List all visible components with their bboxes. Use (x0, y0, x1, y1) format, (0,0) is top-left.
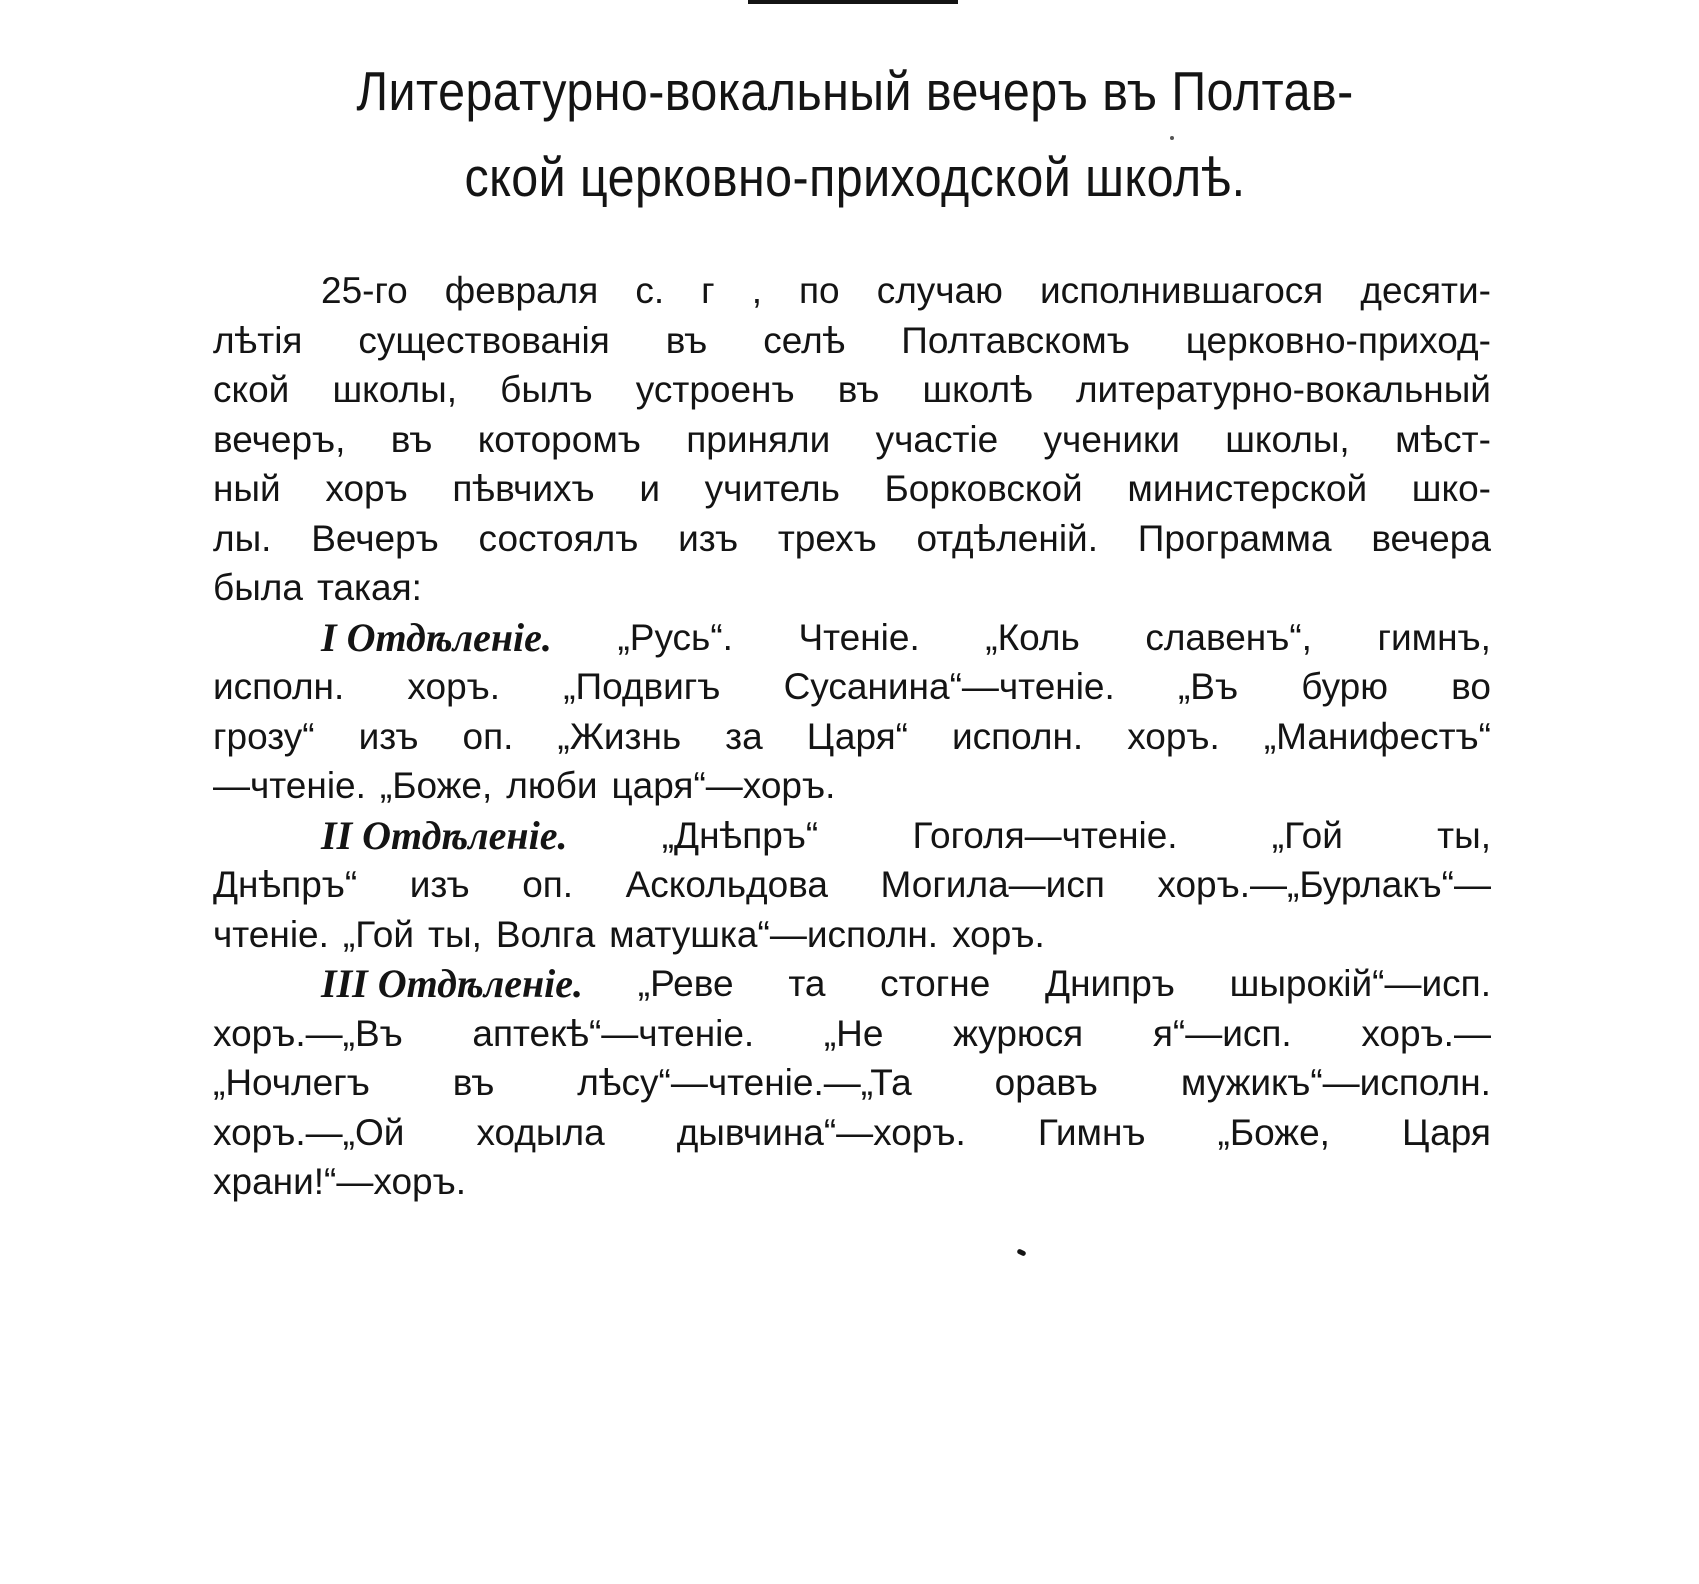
word: устроенъ (635, 369, 795, 410)
word: та (788, 963, 826, 1004)
word: 25-го (321, 270, 408, 311)
word: аптекѣ“—чтеніе. (472, 1012, 755, 1054)
word: существованія (358, 319, 610, 361)
word: школѣ (922, 369, 1033, 410)
word: пѣвчихъ (452, 468, 595, 509)
section-label: II Отдѣленіе. (321, 812, 568, 858)
word: изъ (678, 517, 739, 559)
word: во (1451, 666, 1491, 707)
word: ской (213, 369, 290, 410)
word: Аскольдова (625, 864, 828, 905)
word: г (701, 270, 715, 311)
word: „Ночлегъ (213, 1062, 370, 1103)
word: царя“—хоръ. (611, 765, 836, 806)
word: вечера (1371, 517, 1491, 559)
word: Вечеръ (311, 517, 439, 559)
word: Сусанина“—чтеніе. (783, 666, 1115, 707)
section-label: III Отдѣленіе. (321, 961, 584, 1006)
section-line (213, 1157, 1491, 1207)
word: за (725, 715, 763, 757)
word: „Не (823, 1012, 884, 1054)
word: Чтеніе. (798, 616, 920, 658)
word: исполн. (213, 666, 345, 707)
word: лѣтія (213, 319, 303, 361)
intro-line (213, 266, 1491, 316)
word: изъ (409, 864, 470, 905)
word: хоръ.— (1361, 1012, 1491, 1054)
word: оп. (462, 715, 514, 757)
word: я“—исп. (1152, 1012, 1292, 1054)
word: хоръ. (952, 913, 1045, 955)
intro-line (213, 365, 1491, 415)
word: „Гой (1271, 814, 1343, 856)
section-first-line (213, 959, 1491, 1009)
article-title (292, 48, 1418, 220)
word: „Коль (985, 616, 1080, 658)
section-line (213, 1108, 1491, 1158)
word: вечеръ, (213, 418, 346, 460)
section-line (213, 761, 1491, 811)
word: матушка“—исполн. (609, 913, 939, 955)
section-first-line (213, 613, 1491, 663)
word: ный (213, 468, 281, 509)
word: Гоголя—чтеніе. (912, 814, 1178, 856)
word: —чтеніе. (213, 765, 366, 806)
print-speck (1016, 1248, 1026, 1256)
word: Днѣпръ“ (213, 864, 358, 905)
title-line-1: Литературно-вокальный вечеръ въ Полтав- (356, 60, 1354, 122)
section-line (213, 712, 1491, 762)
word: была (213, 567, 303, 608)
word: исполнившагося (1039, 270, 1324, 311)
intro-line (213, 514, 1491, 564)
word: хоръ. (407, 666, 501, 707)
word: состоялъ (478, 517, 639, 559)
word: хоръ.—„Бурлакъ“— (1157, 864, 1491, 905)
word: бурю (1301, 666, 1388, 707)
word: Волга (495, 913, 596, 955)
word: которомъ (477, 418, 641, 460)
word: оп. (522, 864, 574, 905)
word: „Въ (1177, 666, 1239, 707)
word: журюся (953, 1012, 1084, 1054)
word: шко- (1411, 468, 1491, 509)
intro-line (213, 563, 1491, 613)
word: люби (506, 765, 598, 806)
word: „Гой (342, 913, 415, 955)
word: по (799, 270, 840, 311)
word: селѣ (763, 319, 846, 361)
word: Гимнъ (1037, 1111, 1146, 1153)
word: трехъ (777, 517, 877, 559)
section-line (213, 1009, 1491, 1059)
word: стогне (880, 963, 991, 1004)
word: „Жизнь (557, 715, 682, 757)
word: изъ (358, 715, 419, 757)
word: случаю (876, 270, 1003, 311)
intro-line (213, 464, 1491, 514)
section-line (213, 860, 1491, 910)
word: „Днѣпръ“ (661, 814, 819, 856)
word: исполн. (951, 715, 1084, 757)
word: литературно-вокальный (1075, 369, 1491, 410)
word: Полтавскомъ (901, 319, 1130, 361)
word: приняли (686, 418, 831, 460)
word: хоръ.—„Въ (213, 1012, 403, 1054)
word: въ (452, 1062, 495, 1103)
word: „Подвигъ (563, 666, 721, 707)
word: , (751, 270, 762, 311)
word: Днипръ (1045, 963, 1175, 1004)
word: „Манифестъ“ (1263, 715, 1491, 757)
word: десяти- (1360, 270, 1491, 311)
word: „Реве (637, 963, 734, 1004)
section-line (213, 910, 1491, 960)
title-line-2: ской церковно-приходской школѣ. (464, 146, 1246, 208)
word: ученики (1043, 418, 1180, 460)
section-label: I Отдѣленіе. (321, 614, 552, 660)
word: школы, (332, 369, 458, 410)
word: чтеніе. (213, 913, 329, 955)
word: въ (665, 319, 708, 361)
word: участіе (875, 418, 999, 460)
word: шырокій“—исп. (1229, 963, 1491, 1004)
word: лѣсу“—чтеніе.—„Та (577, 1062, 912, 1103)
word: храни!“—хоръ. (213, 1161, 467, 1202)
word: министерской (1127, 468, 1368, 509)
word: оравъ (994, 1062, 1098, 1103)
word: Программа (1137, 517, 1332, 559)
word: отдѣленій. (916, 517, 1098, 559)
word: Борковской (884, 468, 1083, 509)
section-first-line (213, 811, 1491, 861)
word: былъ (500, 369, 593, 410)
word: въ (837, 369, 880, 410)
word: „Русь“. (617, 616, 733, 658)
top-rule (748, 0, 958, 4)
word: мѣст- (1395, 418, 1491, 460)
word: „Боже, (379, 765, 493, 806)
word: Царя (1401, 1111, 1491, 1153)
word: с. (635, 270, 665, 311)
word: школы, (1225, 418, 1350, 460)
word: въ (390, 418, 433, 460)
word: хоръ (325, 468, 408, 509)
word: „Боже, (1217, 1111, 1330, 1153)
word: мужикъ“—исполн. (1180, 1062, 1491, 1103)
word: учитель (704, 468, 840, 509)
word: церковно-приход- (1185, 319, 1491, 361)
word: Могила—исп (880, 864, 1105, 905)
word: хоръ. (1127, 715, 1220, 757)
word: февраля (444, 270, 599, 311)
section-line (213, 662, 1491, 712)
section-line (213, 1058, 1491, 1108)
word: дывчина“—хоръ. (676, 1111, 966, 1153)
word: хоръ.—„Ой (213, 1111, 405, 1153)
word: ты, (1437, 814, 1491, 856)
word: гимнъ, (1377, 616, 1491, 658)
article-body (213, 266, 1491, 1207)
intro-line (213, 316, 1491, 366)
intro-line (213, 415, 1491, 465)
word: и (639, 468, 660, 509)
word: славенъ“, (1145, 616, 1312, 658)
word: грозу“ (213, 715, 315, 757)
word: ходыла (476, 1111, 605, 1153)
word: Царя“ (806, 715, 908, 757)
word: ты, (428, 913, 482, 955)
word: лы. (213, 517, 272, 559)
word: такая: (316, 567, 422, 608)
